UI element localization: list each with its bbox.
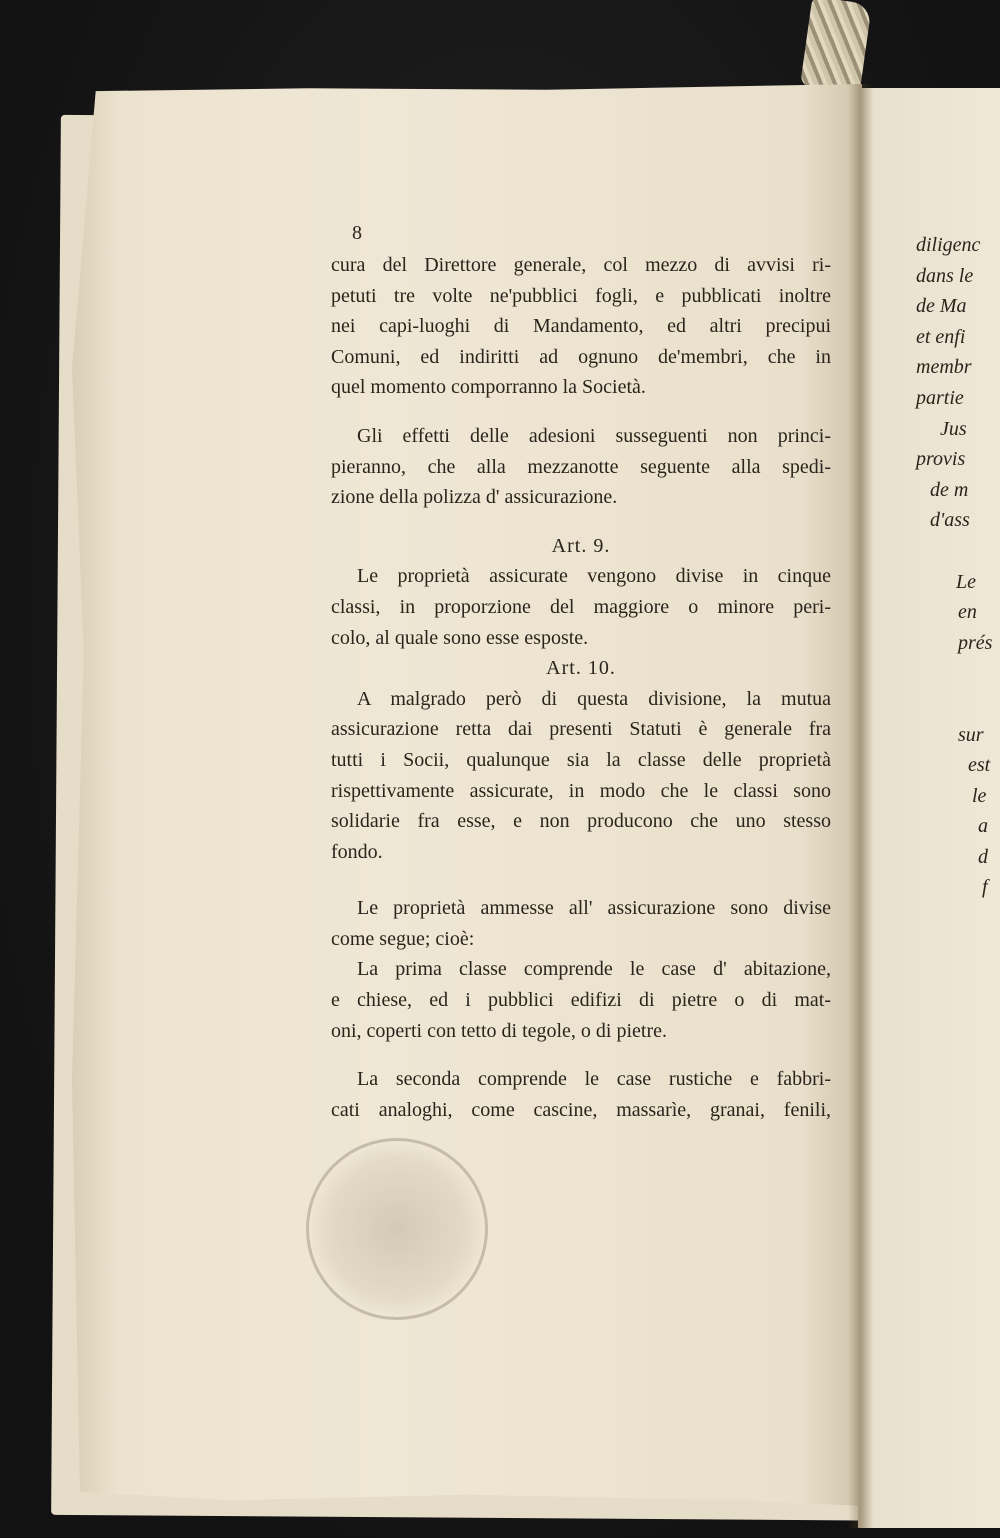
page-text <box>331 250 831 1125</box>
facing-line: membr <box>916 356 972 379</box>
facing-line: en <box>958 601 977 624</box>
text-line: Comuni, ed indiritti ad ognuno de'membri, che in <box>331 345 831 368</box>
facing-line: provis <box>916 448 966 471</box>
facing-line: f <box>982 876 988 899</box>
text-line: tutti i Socii, qualunque sia la classe delle proprietà <box>331 748 831 771</box>
facing-line <box>916 536 1000 567</box>
text-line: e chiese, ed i pubblici edifizi di pietre o di mat- <box>331 989 831 1012</box>
text-line: rispettivamente assicurate, in modo che le classi sono <box>331 779 831 802</box>
library-stamp <box>306 1138 488 1320</box>
text-line: colo, al quale sono esse esposte. <box>331 626 589 649</box>
text-line: nei capi-luoghi di Mandamento, ed altri precipui <box>331 315 831 338</box>
facing-line: Jus <box>940 417 967 440</box>
text-line: zione della polizza d' assicurazione. <box>331 486 618 509</box>
facing-line <box>916 689 1000 720</box>
facing-line: prés <box>958 631 993 654</box>
facing-line: a <box>978 815 988 838</box>
page-number: 8 <box>352 222 362 244</box>
facing-line: partie <box>916 386 964 409</box>
text-line: Le proprietà assicurate vengono divise in cinque <box>357 565 831 588</box>
text-line: Gli effetti delle adesioni susseguenti non princi- <box>357 424 831 447</box>
facing-line: d'ass <box>930 509 970 532</box>
text-line: oni, coperti con tetto di tegole, o di pietre. <box>331 1019 668 1042</box>
text-line: Le proprietà ammesse all' assicurazione sono divise <box>357 897 831 920</box>
text-line: cura del Direttore generale, col mezzo di avvisi ri- <box>331 254 831 276</box>
facing-line: et enfi <box>916 325 966 348</box>
text-line: assicurazione retta dai presenti Statuti è generale fra <box>331 718 831 741</box>
facing-line: de m <box>930 478 969 501</box>
facing-line: est <box>968 754 991 777</box>
binding-string <box>800 0 872 94</box>
book-gutter <box>848 84 872 1528</box>
text-line: La prima classe comprende le case d' abitazione, <box>357 958 831 981</box>
facing-line: de Ma <box>916 295 967 318</box>
text-line: quel momento comporranno la Società. <box>331 376 646 399</box>
text-line: classi, in proporzione del maggiore o minore peri- <box>331 595 831 618</box>
facing-line <box>916 658 1000 689</box>
facing-line: le <box>972 784 987 807</box>
text-line: La seconda comprende le case rustiche e fabbri- <box>357 1068 831 1091</box>
facing-line: Le <box>956 570 976 593</box>
text-line: solidarie fra esse, e non producono che uno stesso <box>331 810 831 833</box>
facing-line: sur <box>958 723 984 746</box>
article-heading: Art. 9. <box>551 534 611 557</box>
text-line: A malgrado però di questa divisione, la mutua <box>357 687 831 710</box>
text-line: come segue; cioè: <box>331 927 475 950</box>
facing-page-text <box>916 230 1000 903</box>
text-line: fondo. <box>331 840 383 863</box>
facing-line: diligenc <box>916 234 981 256</box>
facing-line: d <box>978 845 988 868</box>
text-line: petuti tre volte ne'pubblici fogli, e pubblicati inoltre <box>331 284 831 307</box>
text-line: cati analoghi, come cascine, massarìe, granai, fenili, <box>331 1098 831 1121</box>
text-line: pieranno, che alla mezzanotte seguente alla spedi- <box>331 455 831 478</box>
article-heading: Art. 10. <box>546 657 616 680</box>
facing-line: dans le <box>916 264 974 287</box>
